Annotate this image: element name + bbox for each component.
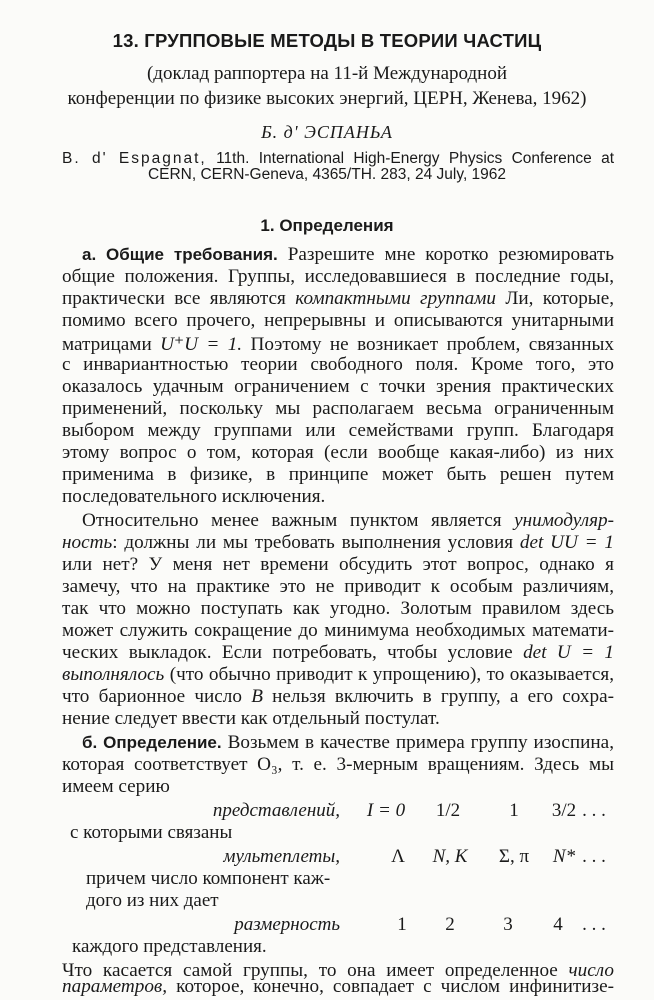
row1-value: 1/2	[435, 800, 461, 821]
row2-note-1: причем число компонент каж-	[86, 868, 331, 889]
author-name: Б. д' ЭСПАНЬА	[261, 122, 393, 142]
row2-value: N*	[552, 846, 576, 867]
para-c-line-1: б. Определение. Возьмем в качестве примера группу изоспина,	[82, 732, 615, 753]
row1-value: . . .	[582, 800, 606, 821]
para-b-line-6: может служить сокращение до минимума необходимых математи-	[62, 620, 614, 641]
subtitle-line-1: (доклад раппортера на 11-й Международной	[146, 63, 508, 84]
para-b-line-5: так что можно поступать как угодно. Золотым правилом здесь	[62, 598, 614, 619]
para-a-line-5: матрицами U⁺U = 1. Поэтому не возникает проблем, связанных	[62, 334, 615, 355]
para-b-line-1: Относительно менее важным пунктом является унимодуляр-	[82, 510, 614, 531]
para-b-line-8: выполнялось (что обычно приводит к упрощению), то оказывается,	[62, 664, 614, 685]
para-a-line-2: общие положения. Группы, исследовавшиеся в последние годы,	[62, 266, 614, 287]
row3-value: 3	[503, 914, 513, 935]
row2-note-2: дого из них дает	[86, 890, 219, 911]
row3-label: размерность	[234, 914, 340, 935]
para-a-line-7: оказалось удачным ограничением с точки зрения практических	[62, 376, 614, 397]
para-a-label: а. Общие требования.	[82, 245, 278, 264]
para-b-line-7: ческих выкладок. Если потребовать, чтобы условие det U = 1	[62, 642, 615, 663]
para-b-line-9: что барионное число B нельзя включить в группу, а его сохра-	[62, 686, 615, 707]
reference-author: B. d' Espagnat,	[62, 150, 207, 167]
para-c-line-3: имеем серию	[62, 776, 170, 797]
row2-value: N, K	[432, 846, 468, 867]
closing-line-2: параметров, которое, конечно, совпадает с числом инфинитизе-	[62, 976, 614, 997]
para-b-line-4: замечу, что на практике это не приводит к особым различиям,	[62, 576, 614, 597]
row2-value: Λ	[391, 846, 405, 867]
formula-unitary: U⁺U = 1.	[160, 334, 243, 355]
subtitle-line-2: конференции по физике высоких энергий, ЦЕРН, Женева, 1962)	[67, 88, 587, 109]
row1-value: I = 0	[366, 800, 406, 821]
para-c-label: б. Определение.	[82, 733, 222, 752]
chapter-title: 13. ГРУППОВЫЕ МЕТОДЫ В ТЕОРИИ ЧАСТИЦ	[112, 30, 542, 51]
row3-value: . . .	[582, 914, 606, 935]
para-a-line-1: а. Общие требования. Разрешите мне коротко резюмировать	[82, 244, 615, 265]
closing-line-1: Что касается самой группы, то она имеет определенное число	[62, 960, 614, 981]
section-heading: 1. Определения	[260, 216, 394, 235]
row2-value: . . .	[582, 846, 606, 867]
row1-label: представлений,	[212, 800, 340, 821]
row1-value: 1	[509, 800, 519, 821]
formula-det-u: det U = 1	[523, 642, 615, 663]
row3-value: 1	[397, 914, 407, 935]
para-a-line-4: помимо всего прочего, непрерывны и описываются унитарными	[62, 310, 614, 331]
reference-rest: 11th. International High-Energy Physics Conference at	[216, 150, 615, 167]
para-a-line-9: выбором между группами или семействами групп. Благодаря	[62, 420, 614, 441]
para-c-line-2: которая соответствует O₃, т. е. 3-мерным вращениям. Здесь мы	[62, 754, 614, 775]
row2-value: Σ, π	[498, 846, 530, 867]
para-b-line-10: нение следует ввести как отдельный постулат.	[62, 708, 440, 729]
row3-value: 2	[445, 914, 455, 935]
formula-det-uu: det UU = 1	[519, 532, 615, 553]
row3-note: каждого представления.	[72, 936, 267, 957]
row1-note: с которыми связаны	[70, 822, 233, 843]
reference-line-2: CERN, CERN-Geneva, 4365/TH. 283, 24 July, 1962	[147, 166, 507, 183]
row1-value: 3/2	[551, 800, 577, 821]
para-a-line-3: практически все являются компактными группами Ли, которые,	[62, 288, 615, 309]
para-a-line-12: последовательного исключения.	[62, 486, 326, 507]
row2-label: мультеплеты,	[223, 846, 340, 867]
row3-value: 4	[553, 914, 563, 935]
para-a-line-10: этому вопрос о том, которая (если вообще какая-либо) из них	[62, 442, 614, 463]
para-a-line-11: применима в физике, в принципе может быть решен путем	[62, 464, 614, 485]
para-b-line-3: или нет? У меня нет времени обсудить этот вопрос, однако я	[62, 554, 614, 575]
para-a-line-6: с инвариантностью теории свободного поля. Кроме того, это	[62, 354, 614, 375]
para-a-line-8: применений, поскольку мы располагаем весьма ограниченным	[62, 398, 614, 419]
para-b-line-2: ность: должны ли мы требовать выполнения условия det UU = 1	[62, 532, 615, 553]
